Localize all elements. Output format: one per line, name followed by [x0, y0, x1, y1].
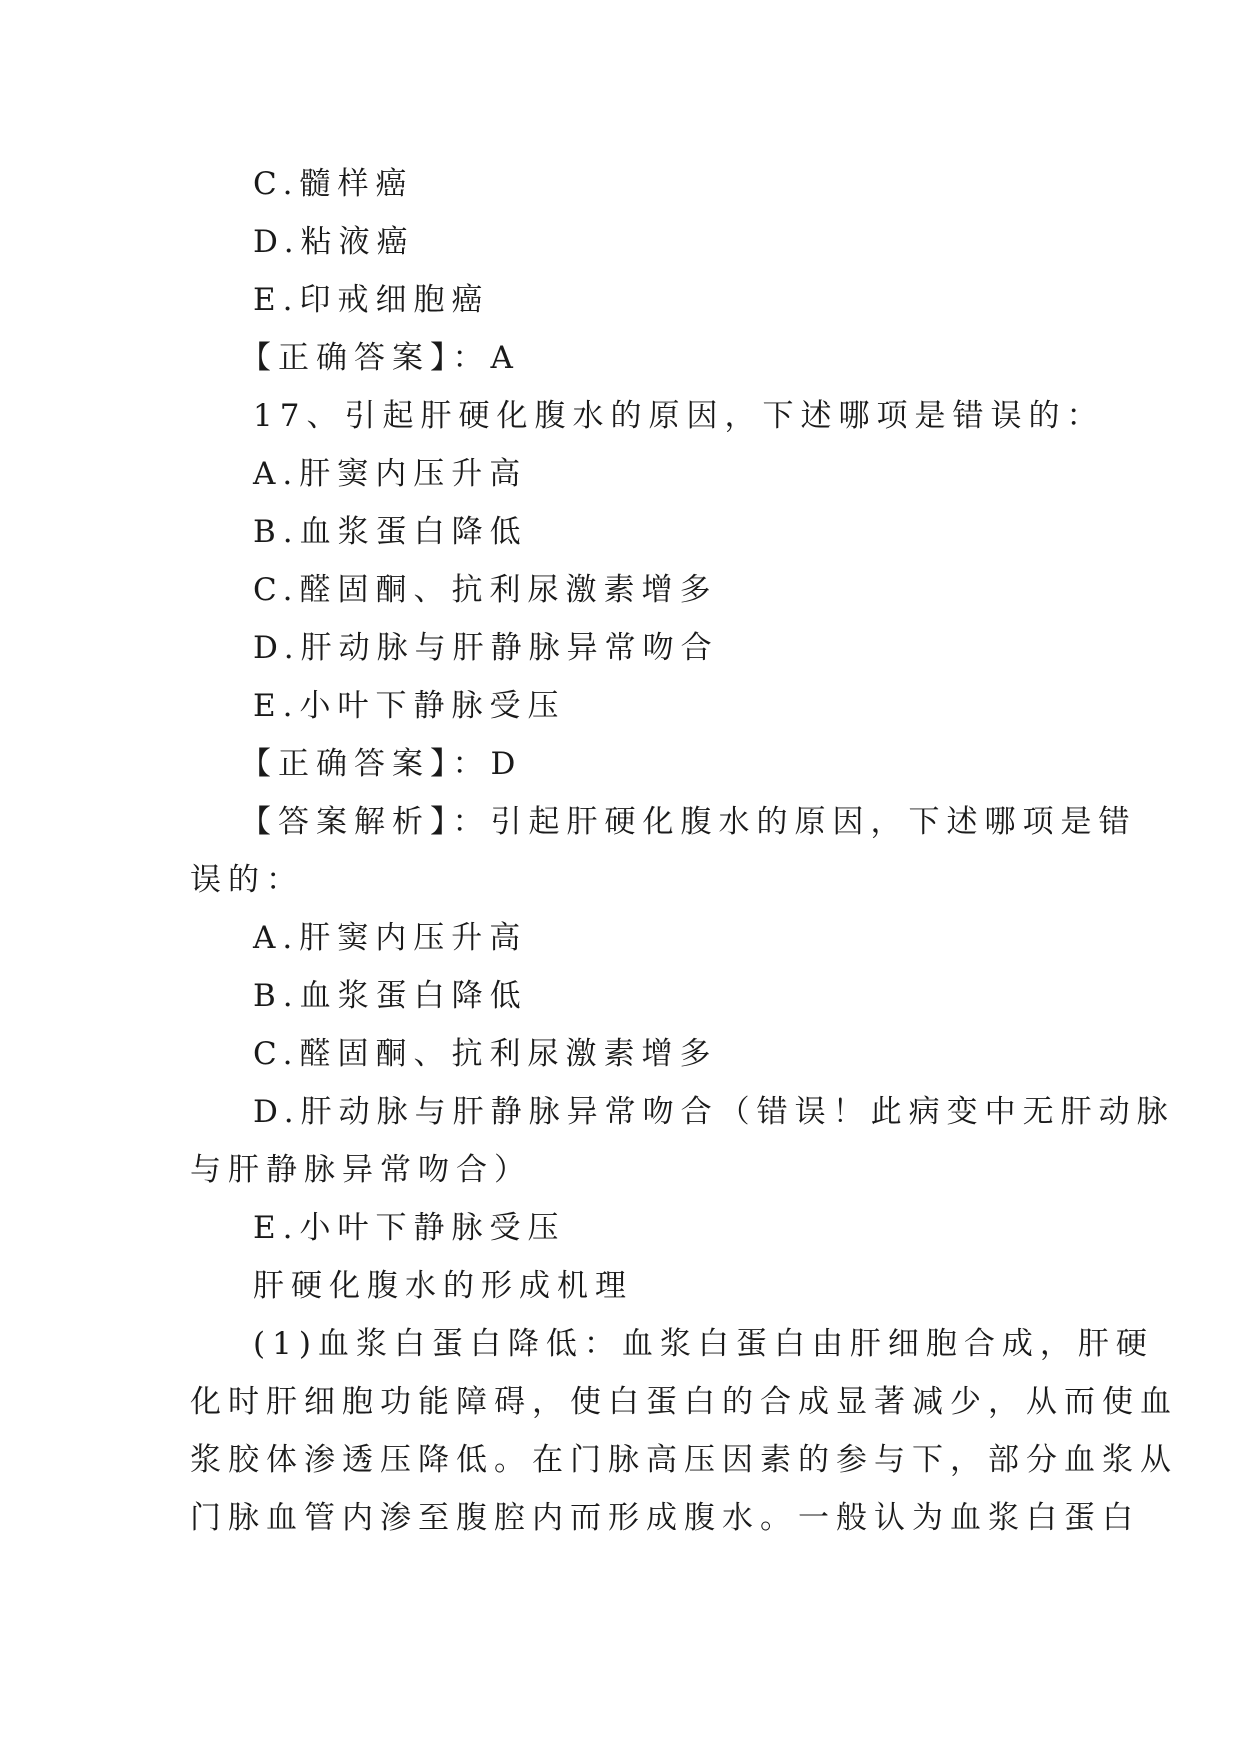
option-d-text: D.肝动脉与肝静脉异常吻合: [253, 630, 719, 666]
option-c-text: C.醛固酮、抗利尿激素增多: [253, 1036, 718, 1072]
option-e-text: E.印戒细胞癌: [253, 282, 490, 318]
option-c-text: C.髓样癌: [253, 166, 414, 202]
option-b-text: B.血浆蛋白降低: [253, 978, 528, 1014]
answer-analysis-line-cont: 误的：: [190, 862, 304, 898]
correct-answer-line: 【正确答案】：A: [240, 340, 520, 376]
option-d-text: D.肝动脉与肝静脉异常吻合（错误！此病变中无肝动脉: [253, 1094, 1175, 1130]
answer-analysis-line: 【答案解析】：引起肝硬化腹水的原因，下述哪项是错: [240, 804, 1137, 840]
paragraph-line: 化时肝细胞功能障碍，使白蛋白的合成显著减少，从而使血: [190, 1384, 1178, 1420]
option-a-text: A.肝窦内压升高: [253, 456, 528, 492]
section-heading: 肝硬化腹水的形成机理: [253, 1268, 633, 1304]
question-17-text: 17、引起肝硬化腹水的原因，下述哪项是错误的：: [253, 398, 1105, 434]
paragraph-line: 门脉血管内渗至腹腔内而形成腹水。一般认为血浆白蛋白: [190, 1500, 1140, 1536]
paragraph-line: (1)血浆白蛋白降低：血浆白蛋白由肝细胞合成，肝硬: [253, 1326, 1154, 1362]
option-b-text: B.血浆蛋白降低: [253, 514, 528, 550]
option-d-text: D.粘液癌: [253, 224, 415, 260]
option-e-text: E.小叶下静脉受压: [253, 1210, 566, 1246]
option-c-text: C.醛固酮、抗利尿激素增多: [253, 572, 718, 608]
correct-answer-line: 【正确答案】：D: [240, 746, 523, 782]
option-a-text: A.肝窦内压升高: [253, 920, 528, 956]
paragraph-line: 浆胶体渗透压降低。在门脉高压因素的参与下，部分血浆从: [190, 1442, 1178, 1478]
option-e-text: E.小叶下静脉受压: [253, 688, 566, 724]
option-d-text-cont: 与肝静脉异常吻合）: [190, 1152, 532, 1188]
